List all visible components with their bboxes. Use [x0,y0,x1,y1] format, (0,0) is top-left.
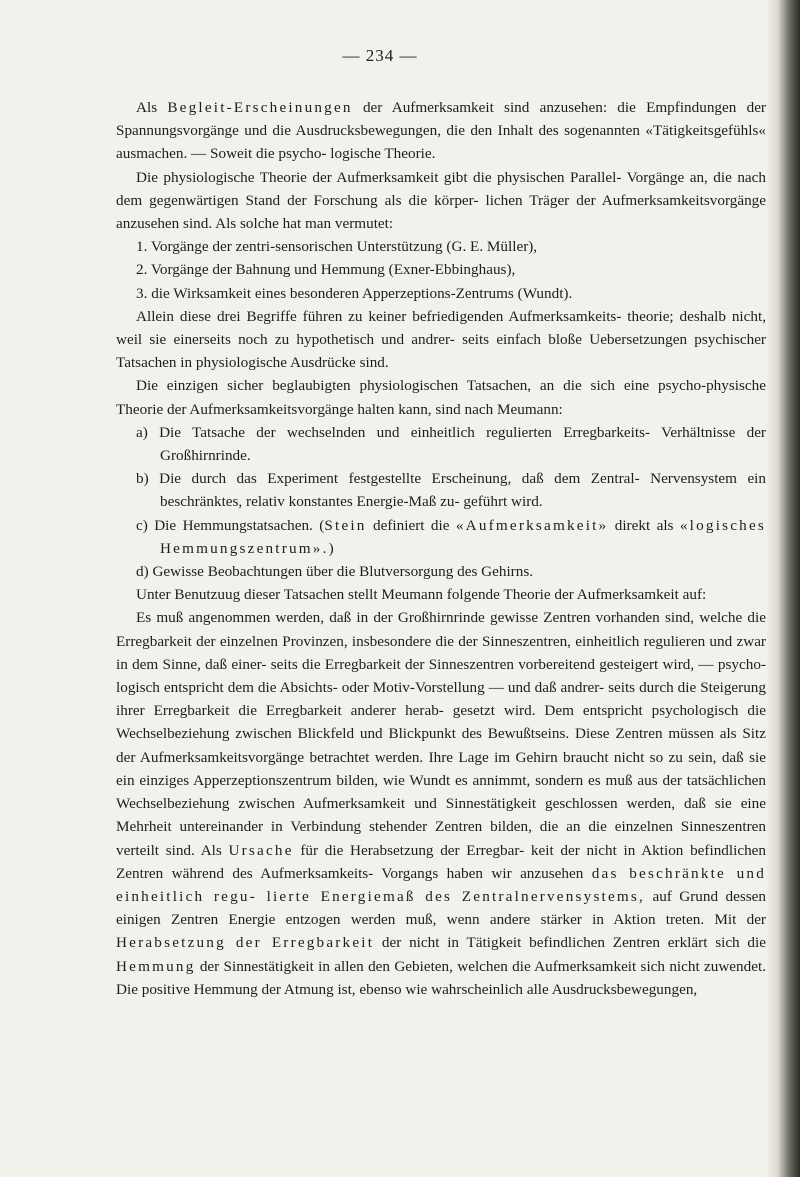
text-run: der nicht in Tätigkeit befindlichen Zentren erklärt sich die [374,934,766,952]
spaced-term: Begleit-Erscheinungen [167,99,353,116]
paragraph-physiologische-theorie: Die physiologische Theorie der Aufmerksamkeit gibt die physischen Parallel- Vorgänge an, die nach dem gegenwärtigen Stand der Forschung als die körper- lichen Träger der Aufmerksamkeitsvorgänge anzusehen sind. Als solche hat man vermutet: [116,168,766,233]
list-item-3: 3. die Wirksamkeit eines besonderen Apperzeptions-Zentrums (Wundt). [136,284,573,302]
text-run: für die Herabsetzung der Erregbar- keit der nicht in Aktion befindlichen Zentren während des Aufmerksamkeits- Vorgangs haben wir anzusehen [116,841,766,882]
text-run: auf Grund dessen einigen Zentren Energie entzogen werden muß, wenn andere stärker in Aktion treten. Mit der [116,887,766,929]
spaced-term: «logisches Hemmungszentrum». [160,516,767,557]
paragraph-begleit [116,96,766,166]
paragraph-theorie-meumann [116,606,766,1000]
list-item-b: b) Die durch das Experiment festgestellte Erscheinung, daß dem Zentral- Nervensystem ein beschränktes, relativ konstantes Energie-Maß zu- geführt wird. [136,470,766,511]
list-item-a: a) Die Tatsache der wechselnden und einheitlich regulierten Erregbarkeits- Verhältnisse der Großhirnrinde. [136,423,766,465]
text-run: Als [136,99,168,116]
text-run: definiert die [366,516,456,534]
text-run: der Sinnestätigkeit in allen den Gebieten, welchen die Aufmerksamkeit sich nicht zuwendet. Die positive Hemmung der Atmung ist, ebenso wie wahrscheinlich alle Ausdrucksbewegungen, [116,957,766,998]
page-number: — 234 — [342,46,418,65]
spaced-term: «Aufmerksamkeit» [455,516,609,534]
paragraph-unter-benutzung: Unter Benutzuug dieser Tatsachen stellt Meumann folgende Theorie der Aufmerksamkeit auf: [136,586,707,604]
spaced-term: Ursache [228,841,294,859]
list-item-c [116,514,766,560]
paragraph-einzigen-tatsachen: Die einzigen sicher beglaubigten physiologischen Tatsachen, an die sich eine psycho-physische Theorie der Aufmerksamkeitsvorgänge halten kann, sind nach Meumann: [116,377,766,418]
page-body-text [116,96,766,1001]
text-run: Es muß angenommen werden, daß in der Großhirnrinde gewisse Zentren vorhanden sind, welche die Erregbarkeit der einzelnen Provinzen, insbesondere die der Sinneszentren, einheitlich regulieren und zwar in dem Sinne, daß einer- seits die Erregbarkeit der Sinneszentren vorbereitend gesteigert wird, — psycho- logisch entspricht dem die Absichts- oder Motiv-Vorstellung — und daß andrer- seits durch die Steigerung ihrer Erregbarkeit die Erregbarkeit anderer herab- gesetzt wird. Dem entspricht psychologisch die Wechselbeziehung zwischen Blickfeld und Blickpunkt des Bewußtseins. Diese Zentren müssen als Sitz der Aufmerksamkeitsvorgänge betrachtet werden. Ihre Lage im Gehirn braucht nicht so zu sein, daß sie ein einziges Apperzeptionszentrum bilden, wie Wundt es annimmt, sondern es muß aus der tatsächlichen Wechselbeziehung zwischen Aufmerksamkeit und Sinnestätigkeit geschlossen werden, daß sie eine Mehrheit untereinander in Verbindung stehender Zentren bilden, die an die einzelnen Sinneszentren verteilt sind. Als [116,609,766,859]
text-run: c) Die Hemmungstatsachen. ( [136,516,325,534]
spaced-term: Herabsetzung der Erregbarkeit [116,934,375,952]
text-run: der Aufmerksamkeit sind anzusehen: die Empfindungen der Spannungsvorgänge und die Ausdrucksbewegungen, die den Inhalt des sogenannten «Tätigkeitsgefühls« ausmachen. — Soweit die psycho- logische Theorie. [116,99,766,163]
book-binding-shadow [766,0,800,1177]
list-item-2: 2. Vorgänge der Bahnung und Hemmung (Exner-Ebbinghaus), [136,261,516,279]
spaced-term: das beschränkte und einheitlich regu- lierte Energiemaß des Zentralnervensystems, [116,864,766,905]
spaced-term: Hemmung [116,957,196,975]
list-item-d: d) Gewisse Beobachtungen über die Blutversorgung des Gehirns. [136,563,534,581]
text-run: ) [328,539,334,557]
paragraph-allein: Allein diese drei Begriffe führen zu keiner befriedigenden Aufmerksamkeits- theorie; deshalb nicht, weil sie einerseits noch zu hypothetisch und andrer- seits einfach bloße Uebersetzungen psychischer Tatsachen in physiologische Ausdrücke sind. [116,307,766,372]
text-run: direkt als [608,516,680,534]
list-item-1: 1. Vorgänge der zentri-sensorischen Unterstützung (G. E. Müller), [136,238,538,256]
spaced-term: Stein [324,516,367,534]
